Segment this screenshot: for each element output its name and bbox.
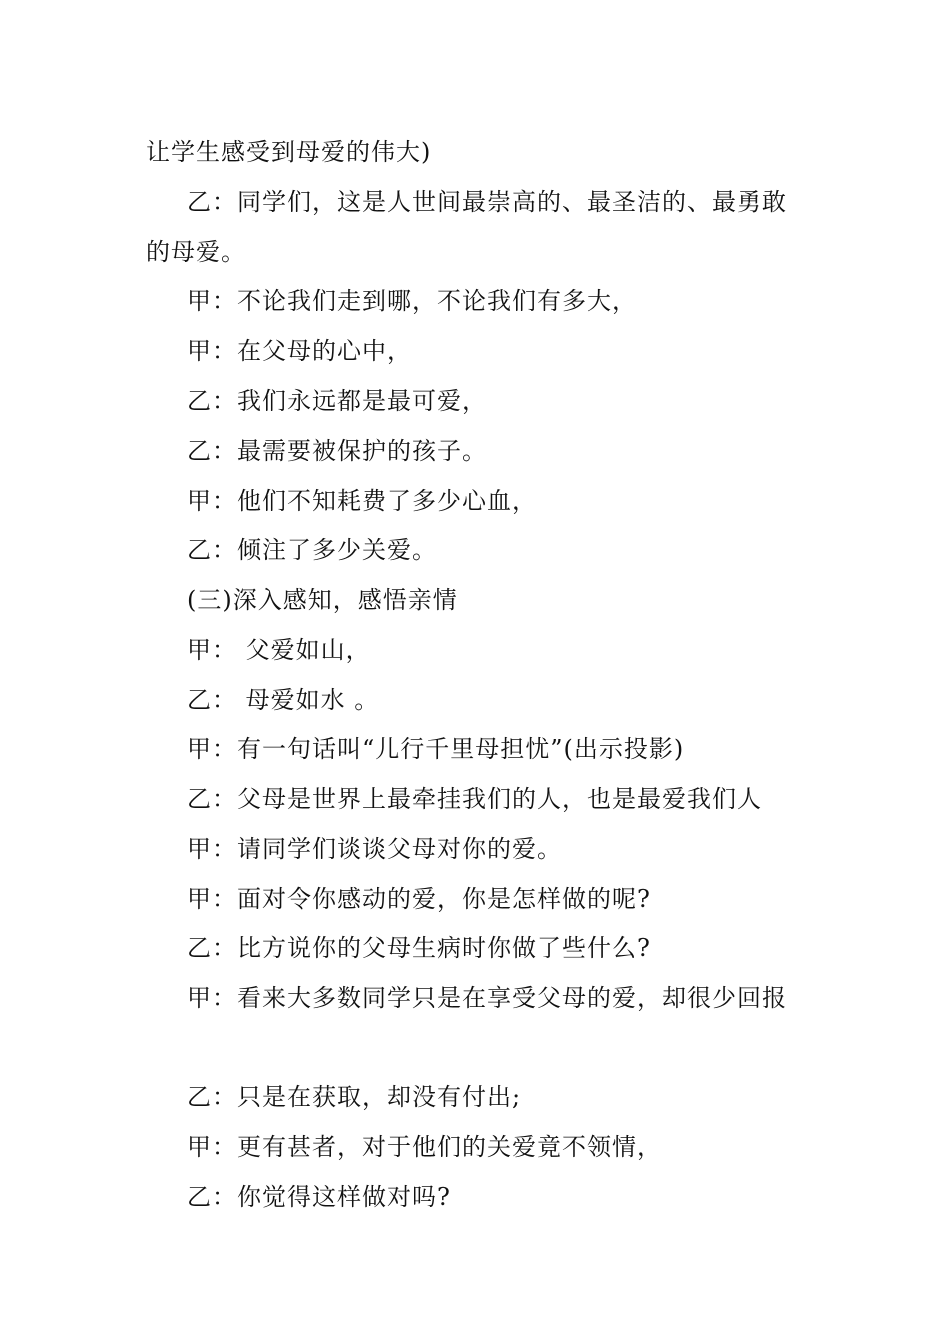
text-line: 的母爱。	[146, 238, 246, 266]
text-line: 让学生感受到母爱的伟大)	[146, 138, 432, 166]
text-line: 甲：请同学们谈谈父母对你的爱。	[187, 835, 562, 863]
text-line: 乙： 母爱如水 。	[187, 686, 380, 714]
text-line: 乙：同学们，这是人世间最崇高的、最圣洁的、最勇敢	[187, 188, 787, 216]
text-line: 乙：只是在获取，却没有付出;	[187, 1083, 522, 1111]
text-line: 乙：我们永远都是最可爱，	[187, 387, 487, 415]
text-line: 乙：父母是世界上最牵挂我们的人，也是最爱我们人	[187, 785, 762, 813]
text-line: 甲：有一句话叫“儿行千里母担忧”(出示投影)	[187, 735, 685, 763]
text-line: 甲：不论我们走到哪，不论我们有多大，	[187, 287, 637, 315]
text-line: 乙：比方说你的父母生病时你做了些什么?	[187, 934, 651, 962]
text-line: 乙：最需要被保护的孩子。	[187, 437, 487, 465]
text-line: 乙：你觉得这样做对吗?	[187, 1183, 451, 1211]
text-line: 甲：更有甚者，对于他们的关爱竟不领情，	[187, 1133, 662, 1161]
text-line: 甲：面对令你感动的爱，你是怎样做的呢?	[187, 885, 651, 913]
text-line: 甲： 父爱如山，	[187, 636, 371, 664]
text-line: 甲：看来大多数同学只是在享受父母的爱，却很少回报	[187, 984, 787, 1012]
text-line: 甲：在父母的心中，	[187, 337, 412, 365]
text-line: 乙：倾注了多少关爱。	[187, 536, 437, 564]
text-line: 甲：他们不知耗费了多少心血，	[187, 487, 537, 515]
section-heading: (三)深入感知，感悟亲情	[187, 586, 458, 614]
